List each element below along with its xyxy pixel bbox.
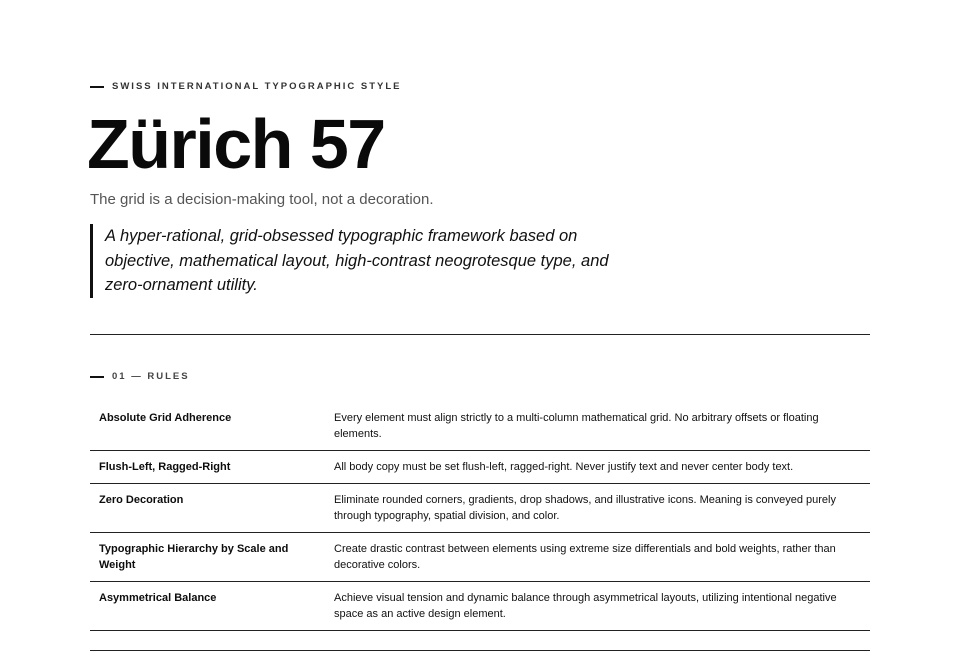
table-row bbox=[90, 451, 870, 484]
rule-description: All body copy must be set flush-left, ragged-right. Never justify text and never center body text. bbox=[324, 451, 870, 484]
page-title: Zürich 57 bbox=[87, 105, 385, 183]
rule-name: Asymmetrical Balance bbox=[90, 582, 324, 631]
rule-name: Absolute Grid Adherence bbox=[90, 402, 324, 451]
eyebrow-dash bbox=[90, 86, 104, 88]
footer-divider bbox=[90, 650, 870, 651]
rule-description: Achieve visual tension and dynamic balance through asymmetrical layouts, utilizing intentional negative space as an active design element. bbox=[324, 582, 870, 631]
rule-description: Eliminate rounded corners, gradients, drop shadows, and illustrative icons. Meaning is conveyed purely through typography, spatial division, and color. bbox=[324, 484, 870, 533]
table-row bbox=[90, 533, 870, 582]
rule-name: Zero Decoration bbox=[90, 484, 324, 533]
table-row bbox=[90, 484, 870, 533]
section-label bbox=[90, 371, 190, 383]
eyebrow-label: SWISS INTERNATIONAL TYPOGRAPHIC STYLE bbox=[112, 81, 402, 92]
table-row bbox=[90, 402, 870, 451]
rule-description: Create drastic contrast between elements using extreme size differentials and bold weights, rather than decorative colors. bbox=[324, 533, 870, 582]
section-label-dash bbox=[90, 376, 104, 378]
rules-table bbox=[90, 402, 870, 631]
table-row bbox=[90, 582, 870, 631]
section-divider bbox=[90, 334, 870, 335]
page-subtitle: The grid is a decision-making tool, not a decoration. bbox=[90, 191, 434, 208]
eyebrow bbox=[90, 81, 402, 93]
intro-quote: A hyper-rational, grid-obsessed typographic framework based on objective, mathematical layout, high-contrast neogrotesque type, and zero-ornament utility. bbox=[90, 224, 625, 298]
rule-name: Flush-Left, Ragged-Right bbox=[90, 451, 324, 484]
rule-description: Every element must align strictly to a multi-column mathematical grid. No arbitrary offsets or floating elements. bbox=[324, 402, 870, 451]
rule-name: Typographic Hierarchy by Scale and Weight bbox=[90, 533, 324, 582]
section-label-text: 01 — RULES bbox=[112, 371, 190, 382]
